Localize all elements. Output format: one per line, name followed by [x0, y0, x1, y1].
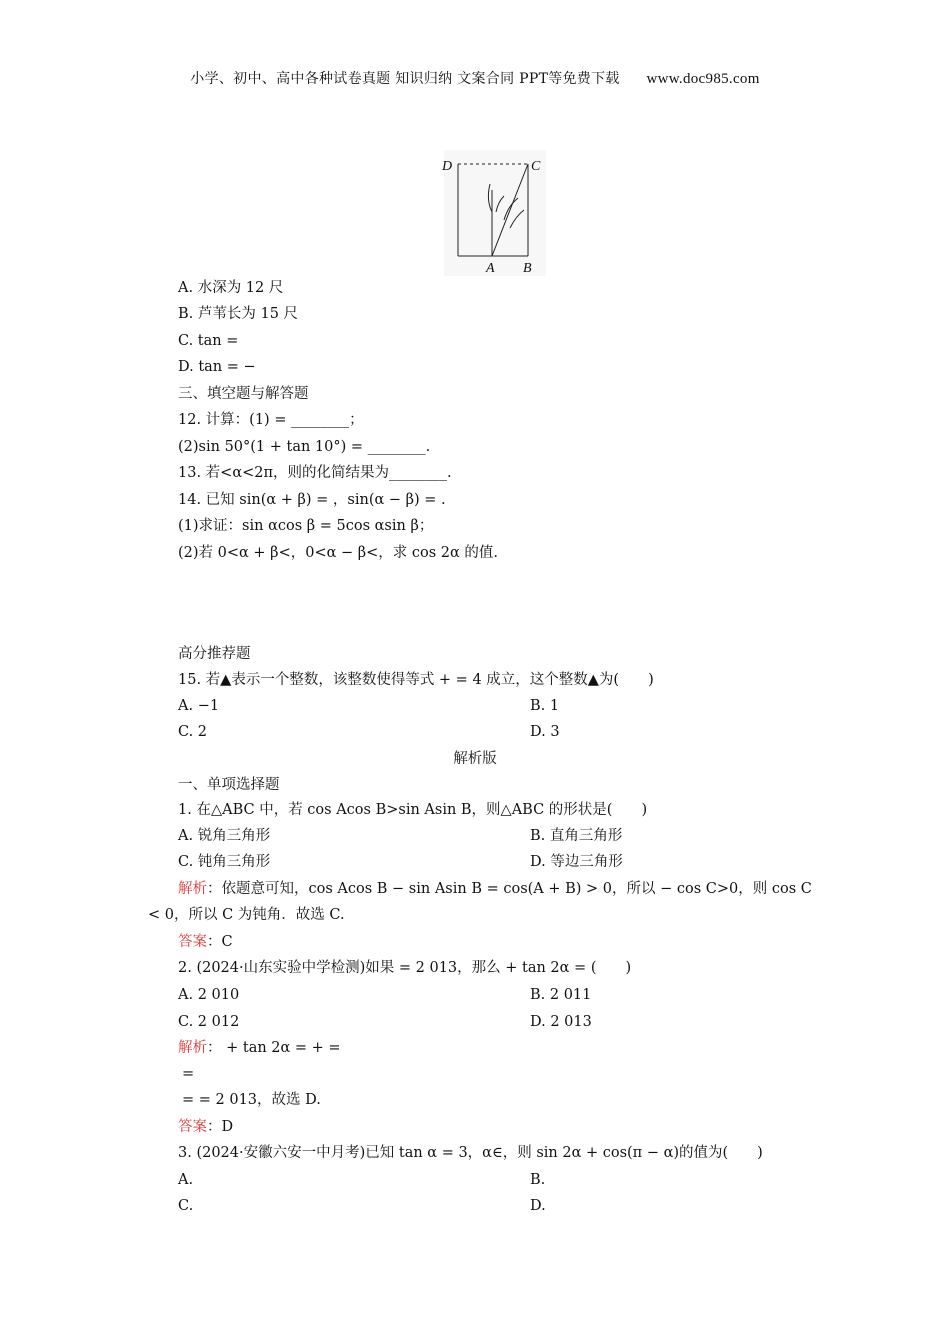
q15-option-a: A. −1	[178, 698, 220, 714]
q1-option-c: C. 钝角三角形	[178, 854, 271, 870]
q1-analysis-label: 解析	[178, 881, 207, 897]
label-b: B	[523, 261, 532, 276]
q1-answer-label: 答案	[178, 934, 207, 950]
q2-analysis-text: ： + tan 2α = + =	[207, 1040, 341, 1056]
q3-option-d: D.	[530, 1198, 546, 1214]
analysis-version-title: 解析版	[453, 751, 497, 767]
q2-option-d: D. 2 013	[530, 1014, 592, 1030]
q2-analysis-label: 解析	[178, 1040, 207, 1056]
q1-option-b: B. 直角三角形	[530, 828, 623, 844]
q15-option-d: D. 3	[530, 724, 560, 740]
q15-option-c: C. 2	[178, 724, 208, 740]
q2-answer-label: 答案	[178, 1119, 207, 1135]
q2-option-c: C. 2 012	[178, 1014, 240, 1030]
q1-answer-value: ：C	[207, 934, 233, 950]
q2-option-b: B. 2 011	[530, 987, 592, 1003]
label-d: D	[442, 159, 453, 174]
q3-option-b: B.	[530, 1172, 546, 1188]
page-header	[0, 68, 950, 88]
label-a: A	[486, 261, 495, 276]
q3-option-c: C.	[178, 1198, 194, 1214]
pool-reed-diagram	[436, 150, 552, 276]
q3-option-a: A.	[178, 1172, 194, 1188]
q1-analysis-text: ：依题意可知，cos Acos B − sin Asin B = cos(A + B) > 0，所以 − cos C>0，则 cos C	[207, 881, 812, 897]
label-c: C	[531, 159, 541, 174]
q15-option-b: B. 1	[530, 698, 560, 714]
pool-reed-figure	[436, 150, 552, 276]
q2-answer-value: ：D	[207, 1119, 234, 1135]
header-text: 小学、初中、高中各种试卷真题 知识归纳 文案合同 PPT等免费下载	[190, 71, 620, 87]
header-url[interactable]: www.doc985.com	[646, 71, 760, 87]
q1-option-d: D. 等边三角形	[530, 854, 623, 870]
q2-option-a: A. 2 010	[178, 987, 240, 1003]
q1-option-a: A. 锐角三角形	[178, 828, 271, 844]
